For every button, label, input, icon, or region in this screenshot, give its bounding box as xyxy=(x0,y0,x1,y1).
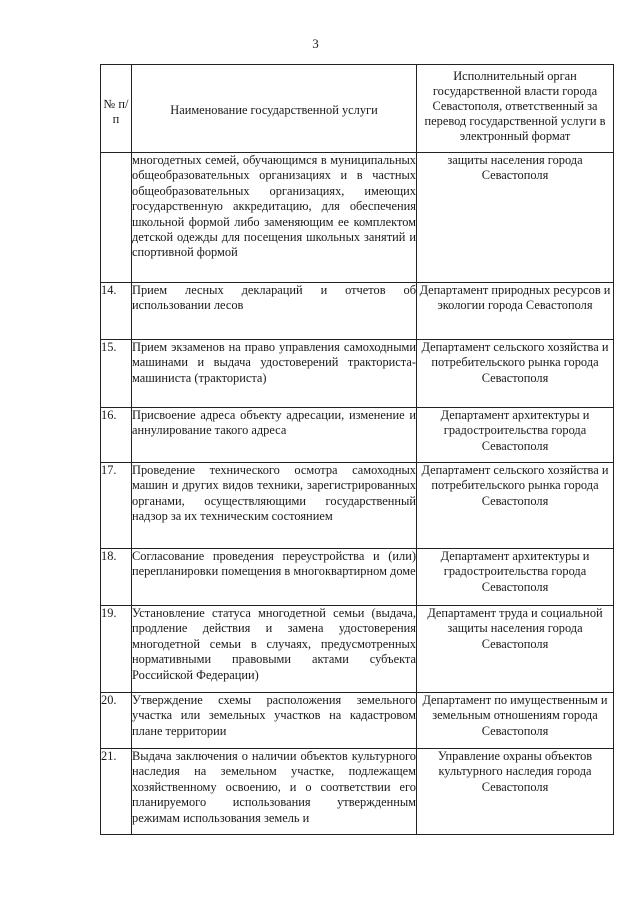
service-name: Проведение технического осмотра самоходных машин и других видов техники, зарегистрированных органами, осуществляющими государственный надзор за их техническим состоянием xyxy=(132,463,417,549)
service-name: Утверждение схемы расположения земельного участка или земельных участков на кадастровом плане территории xyxy=(132,693,417,749)
authority-name: Департамент архитектуры и градостроительства города Севастополя xyxy=(417,549,614,606)
table-row xyxy=(101,749,614,835)
row-number: 20. xyxy=(101,693,132,749)
authority-name: защиты населения города Севастополя xyxy=(417,153,614,283)
authority-name: Управление охраны объектов культурного наследия города Севастополя xyxy=(417,749,614,835)
service-name: Прием экзаменов на право управления самоходными машинами и выдача удостоверений тракториста-машиниста (тракториста) xyxy=(132,340,417,408)
authority-name: Департамент сельского хозяйства и потребительского рынка города Севастополя xyxy=(417,340,614,408)
row-number: 17. xyxy=(101,463,132,549)
authority-name: Департамент сельского хозяйства и потребительского рынка города Севастополя xyxy=(417,463,614,549)
services-table xyxy=(100,64,614,835)
table-row xyxy=(101,549,614,606)
service-name: Прием лесных деклараций и отчетов об использовании лесов xyxy=(132,283,417,340)
service-name: многодетных семей, обучающимся в муниципальных общеобразовательных организациях и в частных общеобразовательных организациях, имеющих государственную аккредитацию, для обеспечения школьной формой либо заменяющим ее комплектом детской одежды для посещения школьных занятий и спортивной формой xyxy=(132,153,417,283)
service-name: Выдача заключения о наличии объектов культурного наследия на земельном участке, подлежащем хозяйственному освоению, и о соответствии его планируемого использования утвержденным режимам использования земель и xyxy=(132,749,417,835)
header-num: № п/п xyxy=(101,65,132,153)
service-name: Присвоение адреса объекту адресации, изменение и аннулирование такого адреса xyxy=(132,408,417,463)
service-name: Согласование проведения переустройства и (или) перепланировки помещения в многоквартирном доме xyxy=(132,549,417,606)
table-row xyxy=(101,153,614,283)
table-header-row xyxy=(101,65,614,153)
row-number: 19. xyxy=(101,606,132,693)
header-authority: Исполнительный орган государственной власти города Севастополя, ответственный за перевод государственной услуги в электронный формат xyxy=(417,65,614,153)
authority-name: Департамент по имущественным и земельным отношениям города Севастополя xyxy=(417,693,614,749)
row-number: 14. xyxy=(101,283,132,340)
page-number: 3 xyxy=(312,36,319,51)
table-row xyxy=(101,340,614,408)
row-number: 18. xyxy=(101,549,132,606)
table-row xyxy=(101,408,614,463)
authority-name: Департамент архитектуры и градостроительства города Севастополя xyxy=(417,408,614,463)
table-row xyxy=(101,693,614,749)
authority-name: Департамент природных ресурсов и экологии города Севастополя xyxy=(417,283,614,340)
table-row xyxy=(101,463,614,549)
service-name: Установление статуса многодетной семьи (выдача, продление действия и замена удостоверения многодетной семьи в случаях, предусмотренных нормативными правовыми актами субъекта Российской Федерации) xyxy=(132,606,417,693)
table-row xyxy=(101,606,614,693)
authority-name: Департамент труда и социальной защиты населения города Севастополя xyxy=(417,606,614,693)
header-service-name: Наименование государственной услуги xyxy=(132,65,417,153)
row-number: 15. xyxy=(101,340,132,408)
table-row xyxy=(101,283,614,340)
row-number: 16. xyxy=(101,408,132,463)
row-number xyxy=(101,153,132,283)
row-number: 21. xyxy=(101,749,132,835)
